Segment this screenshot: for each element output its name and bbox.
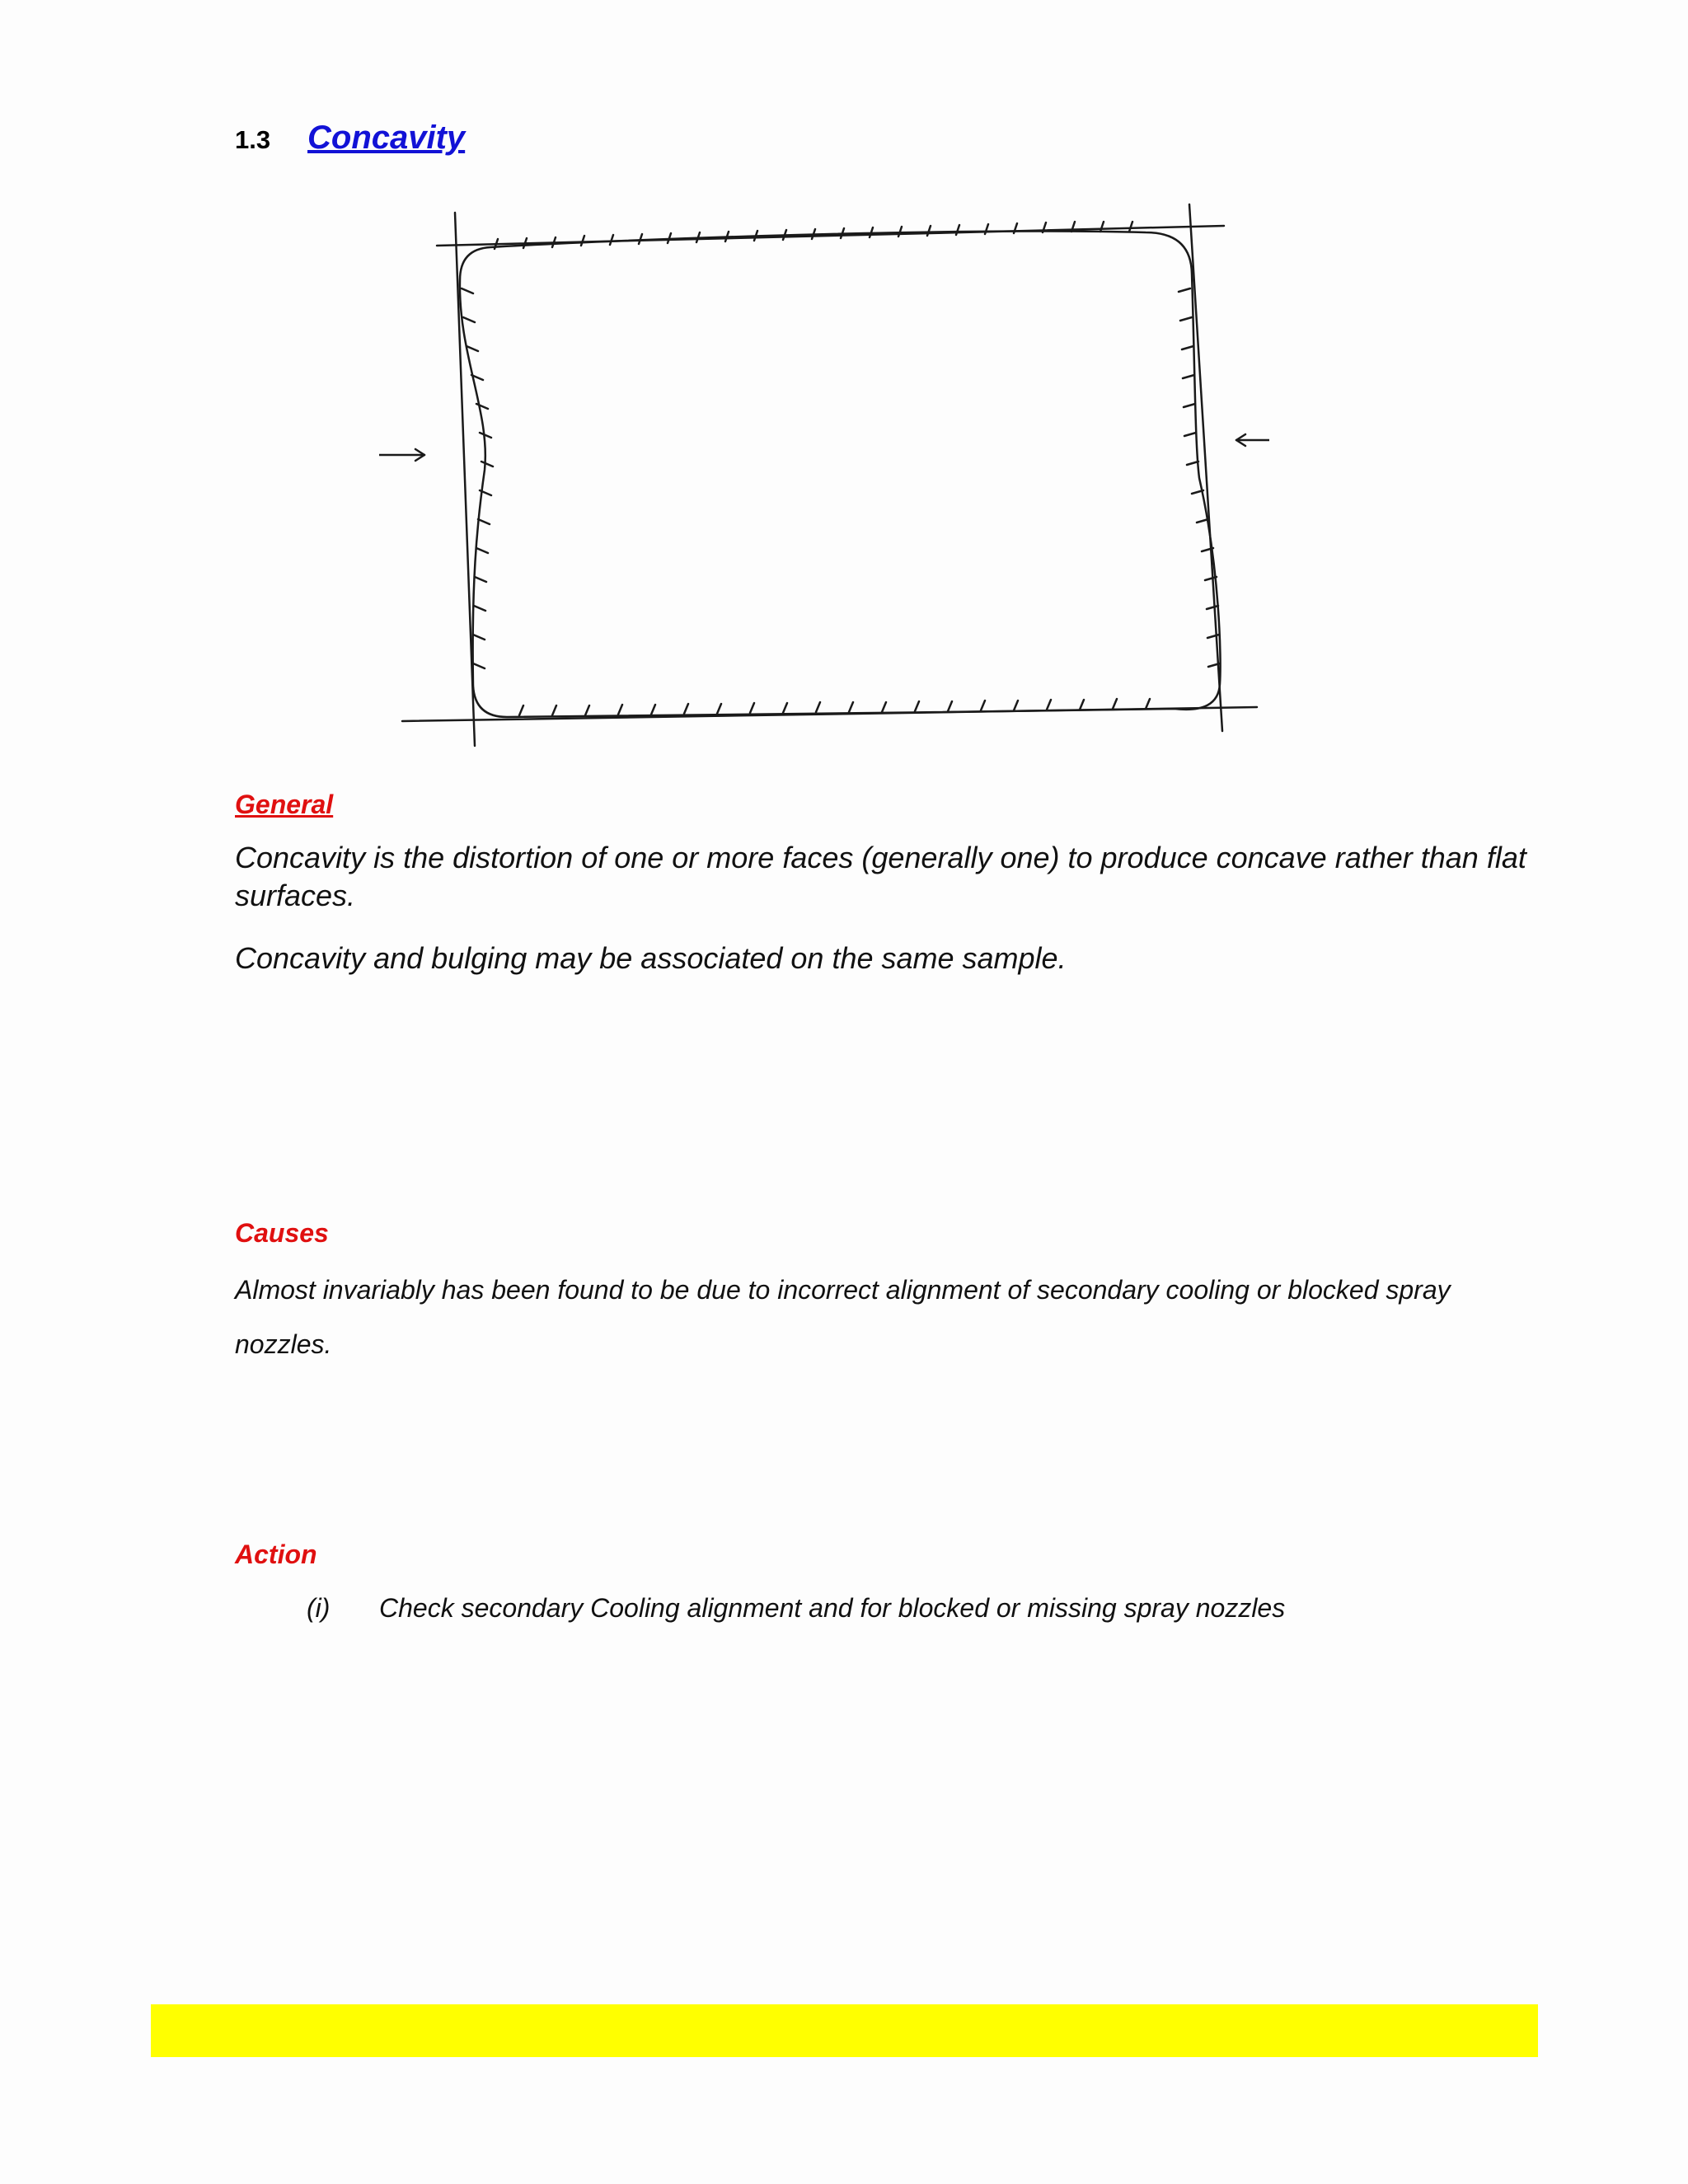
general-paragraph-2: Concavity and bulging may be associated on the same sample. <box>235 941 1067 975</box>
section-heading <box>235 120 465 157</box>
causes-paragraph: Almost invariably has been found to be due to incorrect alignment of secondary cooling or blocked spray nozzles. <box>235 1275 1451 1359</box>
causes-label: Causes <box>235 1218 329 1248</box>
section-title: Concavity <box>307 120 466 156</box>
action-list-item <box>307 1593 1285 1624</box>
concavity-diagram <box>379 198 1269 758</box>
top-reference-line <box>437 226 1224 246</box>
section-number: 1.3 <box>235 125 271 154</box>
action-item-text: Check secondary Cooling alignment and for blocked or missing spray nozzles <box>379 1593 1286 1623</box>
left-arrow-icon <box>379 449 424 461</box>
footer-highlight-bar <box>151 2004 1538 2057</box>
action-label: Action <box>235 1540 317 1569</box>
right-reference-line <box>1189 204 1222 731</box>
general-paragraph-1: Concavity is the distortion of one or more faces (generally one) to produce concave rather than flat surfaces. <box>235 841 1526 912</box>
action-item-marker: (i) <box>307 1593 331 1623</box>
general-label: General <box>235 790 334 819</box>
right-arrow-icon <box>1236 434 1269 446</box>
slab-outline <box>460 232 1221 717</box>
